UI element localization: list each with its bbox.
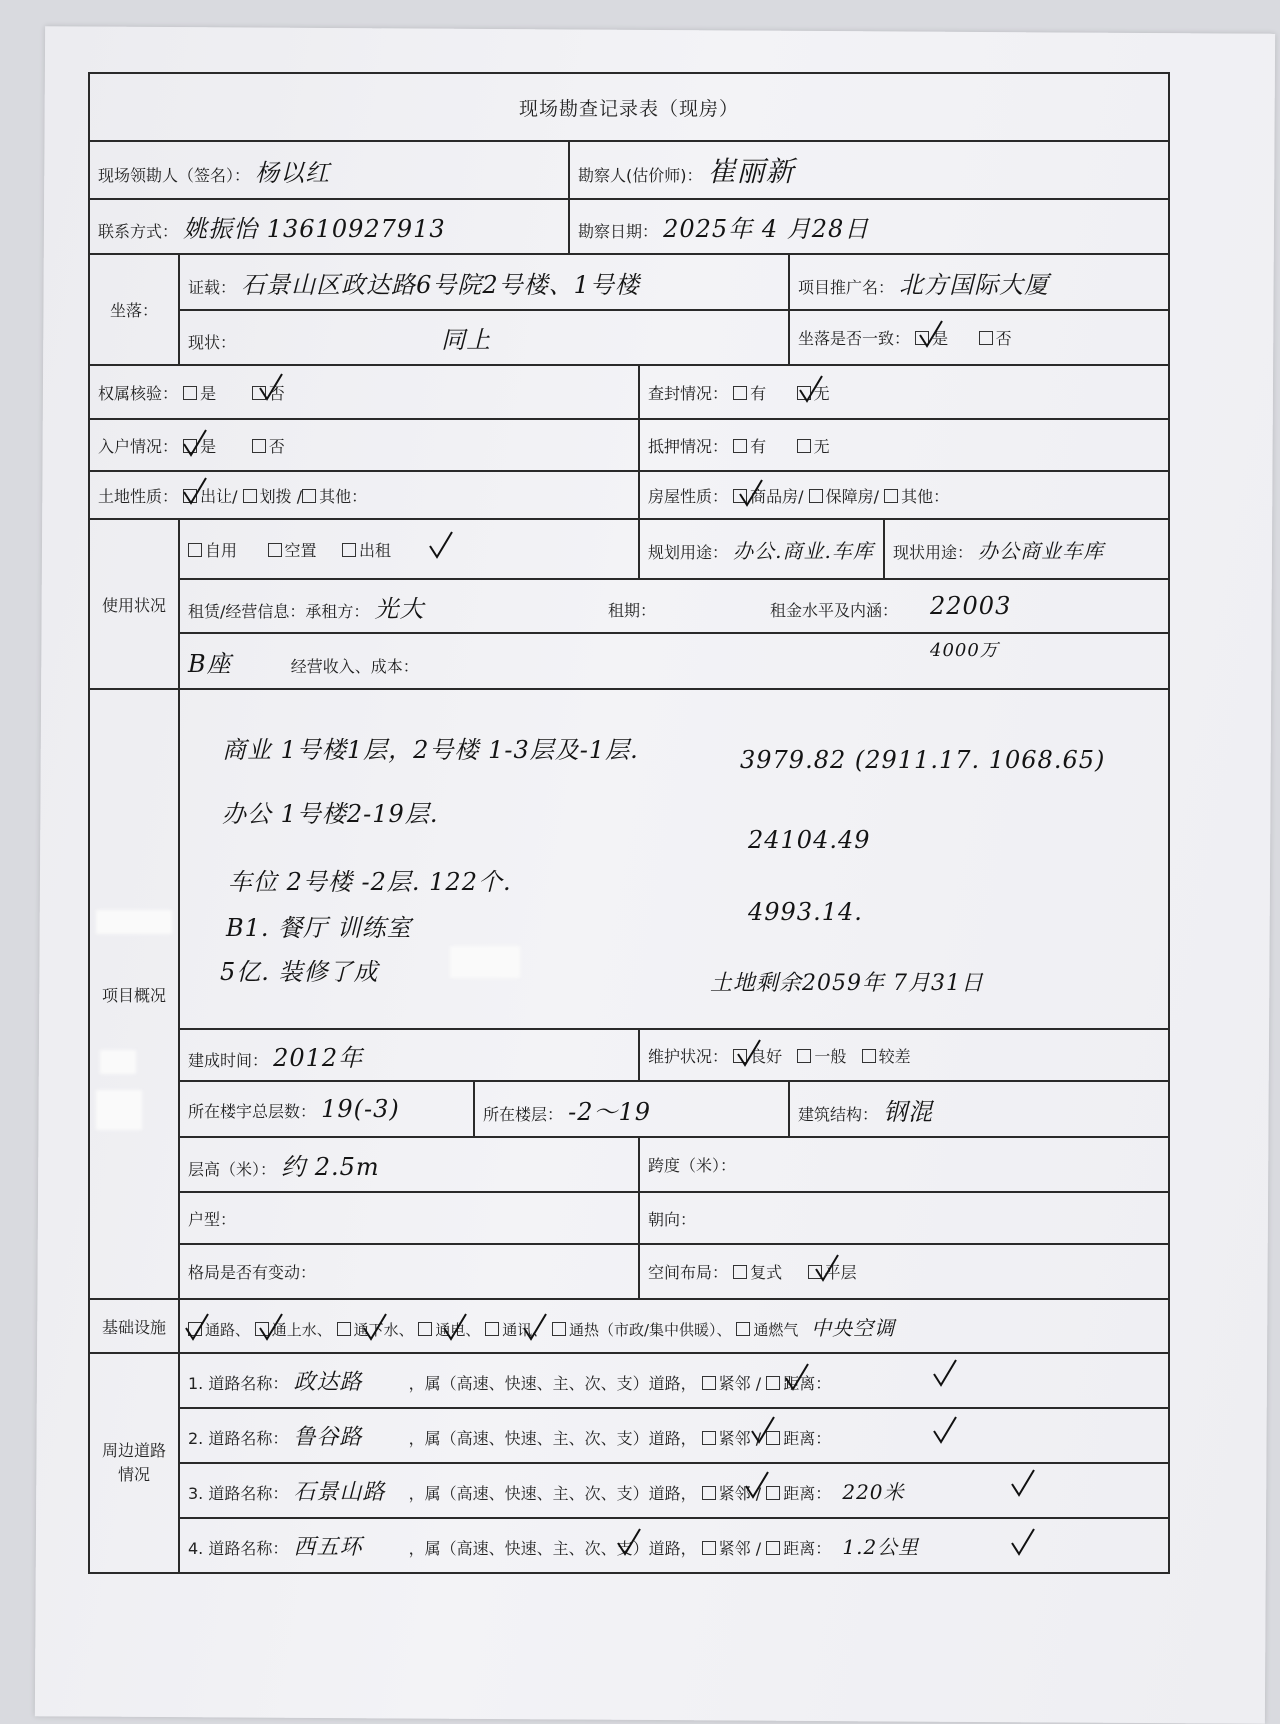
- house-option-affordable: 保障房/: [825, 486, 880, 506]
- redaction-mark: [450, 946, 520, 978]
- total-floors-value: 19(-3): [321, 1095, 400, 1123]
- survey-date-cell: [569, 199, 1169, 254]
- infrastructure-note: 中央空调: [811, 1315, 896, 1340]
- survey-date-value: 2025年 4 月28日: [663, 215, 870, 243]
- seizure-cell: [639, 365, 1169, 419]
- cert-label: 证载：: [188, 277, 237, 297]
- seizure-label: 查封情况：: [648, 383, 729, 403]
- floor-label: 所在楼层：: [483, 1104, 564, 1124]
- house-option-commercial: 商品房/: [750, 486, 804, 506]
- check-mark-icon: [1010, 1527, 1036, 1557]
- survey-form-table: [88, 72, 1170, 1574]
- road-name-value: 政达路: [293, 1370, 363, 1395]
- maintenance-average-checkbox[interactable]: [797, 1049, 811, 1063]
- land-option-other: 其他：: [319, 486, 368, 506]
- ownership-no-label: 否: [268, 383, 285, 403]
- check-mark-icon: [932, 1415, 958, 1445]
- road-distance-label: 距离：: [783, 1539, 832, 1558]
- revenue-value: 4000万: [930, 640, 999, 661]
- road-adjacent-checkbox[interactable]: [702, 1431, 716, 1445]
- house-nature-label: 房屋性质：: [648, 486, 729, 506]
- infrastructure-label: 基础设施: [89, 1299, 179, 1353]
- road-row-1: [179, 1353, 1169, 1408]
- surveyor-label: 勘察人(估价师)：: [578, 166, 703, 185]
- layout-change-label: 格局是否有变动：: [188, 1263, 317, 1282]
- span-label: 跨度（米）：: [648, 1156, 737, 1175]
- infra-option-road: 通路、: [205, 1320, 251, 1339]
- overview-area-commercial: 3979.82 (2911.17. 1068.65): [740, 746, 1106, 774]
- infra-telecom-checkbox[interactable]: [485, 1322, 499, 1336]
- road-adjacent-checkbox[interactable]: [702, 1376, 716, 1390]
- road-type-text: ，属（高速、快速、主、次、支）道路，: [408, 1539, 697, 1558]
- entry-yes-label: 是: [200, 436, 217, 456]
- space-option-duplex: 复式: [750, 1263, 783, 1282]
- unit-type-cell: [179, 1192, 639, 1244]
- overview-line-parking: 车位 2号楼 -2层. 122个.: [228, 868, 512, 896]
- land-nature-cell: [89, 471, 639, 519]
- overview-land-term: 土地剩余2059年 7月31日: [710, 971, 984, 996]
- road-adjacent-label: 紧邻 /: [718, 1539, 762, 1558]
- build-time-value: 2012年: [273, 1043, 364, 1072]
- mortgage-cell: [639, 419, 1169, 471]
- site-leader-signature: 杨以红: [255, 158, 331, 187]
- road-row-3: [179, 1463, 1169, 1518]
- orientation-label: 朝向：: [648, 1209, 697, 1229]
- road-distance-label: 距离：: [783, 1429, 832, 1448]
- consistent-no-label: 否: [995, 329, 1012, 348]
- lessee-value: 光大: [374, 594, 425, 623]
- land-option-transfer: 出让/: [200, 486, 238, 506]
- usage-status-label: 使用状况: [89, 519, 179, 689]
- land-option-allocation: 划拨: [259, 486, 292, 506]
- location-consistent-label: 坐落是否一致：: [798, 329, 911, 348]
- infrastructure-cell: [179, 1299, 1169, 1353]
- road-distance-label: 距离：: [783, 1484, 832, 1503]
- floor-value: -2～19: [568, 1097, 652, 1126]
- location-label: 坐落：: [89, 254, 179, 365]
- mortgage-none-label: 无: [813, 436, 830, 456]
- road-type-text: ，属（高速、快速、主、次、支）道路，: [408, 1374, 697, 1393]
- mortgage-label: 抵押情况：: [648, 436, 729, 456]
- roads-label-line2: 情况: [117, 1465, 150, 1484]
- infra-water-supply-checkbox[interactable]: [255, 1322, 269, 1336]
- road-name-label: 道路名称：: [208, 1374, 289, 1393]
- planned-use-value: 办公.商业.车库: [733, 538, 874, 563]
- road-num: 2.: [188, 1429, 204, 1448]
- road-name-value: 西五环: [293, 1535, 363, 1560]
- current-use-value: 办公商业车库: [978, 538, 1105, 563]
- ownership-no-checkbox[interactable]: [252, 386, 266, 400]
- land-option-separator: /: [296, 486, 303, 506]
- road-num: 1.: [188, 1374, 204, 1393]
- roads-label: [89, 1353, 179, 1573]
- lease-info-label: 租赁/经营信息：承租方：: [188, 601, 370, 621]
- entry-no-label: 否: [268, 436, 285, 456]
- infra-option-drainage: 通下水、: [353, 1320, 414, 1339]
- entry-cell: [89, 419, 639, 471]
- usage-vacant-checkbox[interactable]: [268, 543, 282, 557]
- road-distance-value: 1.2公里: [842, 1535, 920, 1559]
- current-label: 现状：: [188, 333, 237, 352]
- unit-type-label: 户型：: [188, 1209, 237, 1229]
- check-mark-icon: [1010, 1468, 1036, 1498]
- road-distance-checkbox[interactable]: [766, 1541, 780, 1555]
- current-cell: [179, 310, 789, 365]
- contact-cell: [89, 199, 569, 254]
- project-name-value: 北方国际大厦: [899, 270, 1050, 299]
- infra-power-checkbox[interactable]: [418, 1322, 432, 1336]
- consistent-yes-checkbox[interactable]: [915, 331, 929, 345]
- ownership-yes-checkbox[interactable]: [183, 386, 197, 400]
- space-layout-label: 空间布局：: [648, 1263, 729, 1282]
- entry-yes-checkbox[interactable]: [183, 439, 197, 453]
- maintenance-option-good: 良好: [750, 1046, 783, 1066]
- layout-duplex-checkbox[interactable]: [733, 1265, 747, 1279]
- maintenance-cell: [639, 1029, 1169, 1081]
- cert-cell: [179, 254, 789, 310]
- space-layout-cell: [639, 1244, 1169, 1299]
- current-use-cell: [884, 519, 1169, 579]
- usage-option-self: 自用: [205, 540, 238, 560]
- cert-value: 石景山区政达路6号院2号楼、1号楼: [241, 270, 640, 299]
- house-commercial-checkbox[interactable]: [733, 489, 747, 503]
- redaction-mark: [100, 1050, 136, 1074]
- road-distance-checkbox[interactable]: [766, 1431, 780, 1445]
- road-row-4: [179, 1518, 1169, 1573]
- seizure-none-checkbox[interactable]: [797, 386, 811, 400]
- lease-info-cell: [179, 579, 1169, 633]
- rent-value: 22003: [930, 592, 1012, 620]
- road-name-label: 道路名称：: [208, 1484, 289, 1503]
- planned-use-label: 规划用途：: [648, 542, 729, 562]
- revenue-cell: [179, 633, 1169, 689]
- usage-rent-checkbox[interactable]: [342, 543, 356, 557]
- infra-road-checkbox[interactable]: [188, 1322, 202, 1336]
- total-floors-cell: [179, 1081, 474, 1137]
- structure-value: 钢混: [883, 1097, 934, 1126]
- revenue-label: 经营收入、成本：: [290, 656, 419, 676]
- usage-options-cell: [179, 519, 639, 579]
- overview-line-b1: B1. 餐厅 训练室: [226, 914, 412, 942]
- project-overview-label: [89, 689, 179, 1299]
- ownership-cell: [89, 365, 639, 419]
- height-cell: [179, 1137, 639, 1192]
- structure-label: 建筑结构：: [798, 1104, 879, 1124]
- road-distance-checkbox[interactable]: [766, 1486, 780, 1500]
- overview-notes-cell: [179, 689, 1169, 1029]
- seizure-have-label: 有: [750, 383, 767, 403]
- infra-option-heating: 通热（市政/集中供暖）、: [568, 1320, 732, 1339]
- road-row-2: [179, 1408, 1169, 1463]
- lease-term-label: 租期：: [608, 601, 657, 620]
- maintenance-option-average: 一般: [814, 1046, 847, 1066]
- land-nature-label: 土地性质：: [98, 486, 179, 506]
- road-distance-value: 220米: [842, 1480, 905, 1504]
- maintenance-poor-checkbox[interactable]: [862, 1049, 876, 1063]
- maintenance-option-poor: 较差: [878, 1046, 911, 1066]
- usage-option-vacant: 空置: [284, 540, 317, 560]
- road-type-text: ，属（高速、快速、主、次、支）道路，: [408, 1484, 697, 1503]
- project-overview-text: 项目概况: [101, 985, 166, 1005]
- overview-area-parking: 4993.14.: [748, 898, 863, 926]
- road-name-value: 鲁谷路: [293, 1425, 363, 1450]
- overview-line-commercial: 商业 1号楼1层，2号楼 1-3层及-1层.: [222, 736, 639, 764]
- house-nature-cell: [639, 471, 1169, 519]
- overview-line-renovation: 5亿. 装修了成: [220, 958, 379, 986]
- b-note: B座: [188, 649, 232, 678]
- site-leader-cell: [89, 141, 569, 199]
- orientation-cell: [639, 1192, 1169, 1244]
- rent-label: 租金水平及内涵：: [770, 601, 899, 620]
- land-other-checkbox[interactable]: [302, 489, 316, 503]
- road-distance-checkbox[interactable]: [766, 1376, 780, 1390]
- road-type-text: ，属（高速、快速、主、次、支）道路，: [408, 1429, 697, 1448]
- planned-use-cell: [639, 519, 884, 579]
- overview-notes: [180, 690, 1168, 1028]
- floor-cell: [474, 1081, 789, 1137]
- land-allocation-checkbox[interactable]: [243, 489, 257, 503]
- mortgage-have-checkbox[interactable]: [733, 439, 747, 453]
- layout-change-cell: [179, 1244, 639, 1299]
- usage-self-checkbox[interactable]: [188, 543, 202, 557]
- house-option-other: 其他：: [901, 486, 950, 506]
- road-adjacent-label: 紧邻 /: [718, 1484, 762, 1503]
- project-name-cell: [789, 254, 1169, 310]
- ownership-yes-label: 是: [200, 383, 217, 403]
- span-cell: [639, 1137, 1169, 1192]
- surveyor-signature: 崔丽新: [707, 155, 795, 188]
- road-adjacent-label: 紧邻 /: [718, 1374, 762, 1393]
- road-adjacent-checkbox[interactable]: [702, 1541, 716, 1555]
- total-floors-label: 所在楼宇总层数：: [188, 1102, 317, 1121]
- survey-date-label: 勘察日期：: [578, 222, 659, 241]
- usage-option-rent: 出租: [358, 540, 391, 560]
- infra-option-telecom: 通讯、: [502, 1320, 548, 1339]
- road-distance-label: 距离：: [783, 1374, 832, 1393]
- build-time-label: 建成时间：: [188, 1050, 269, 1070]
- check-mark-icon: [932, 1358, 958, 1388]
- form-title: 现场勘查记录表（现房）: [89, 73, 1169, 141]
- road-num: 4.: [188, 1539, 204, 1558]
- entry-label: 入户情况：: [98, 436, 179, 456]
- layout-flat-checkbox[interactable]: [808, 1265, 822, 1279]
- height-label: 层高（米）：: [188, 1160, 277, 1179]
- roads-label-line1: 周边道路: [101, 1441, 166, 1460]
- space-option-flat: 平层: [824, 1263, 857, 1282]
- infra-option-power: 通电、: [435, 1320, 481, 1339]
- maintenance-good-checkbox[interactable]: [733, 1049, 747, 1063]
- road-name-label: 道路名称：: [208, 1429, 289, 1448]
- redaction-mark: [96, 1090, 142, 1130]
- contact-value: 姚振怡 13610927913: [183, 215, 446, 243]
- road-adjacent-label: 紧邻 /: [718, 1429, 762, 1448]
- infra-drainage-checkbox[interactable]: [337, 1322, 351, 1336]
- mortgage-none-checkbox[interactable]: [797, 439, 811, 453]
- house-affordable-checkbox[interactable]: [809, 489, 823, 503]
- road-name-value: 石景山路: [293, 1480, 386, 1505]
- land-transfer-checkbox[interactable]: [183, 489, 197, 503]
- site-leader-label: 现场领勘人（签名）：: [98, 165, 251, 185]
- consistent-no-checkbox[interactable]: [979, 331, 993, 345]
- infra-heating-checkbox[interactable]: [552, 1322, 566, 1336]
- road-num: 3.: [188, 1484, 204, 1503]
- house-other-checkbox[interactable]: [884, 489, 898, 503]
- structure-cell: [789, 1081, 1169, 1137]
- redaction-mark: [96, 910, 172, 934]
- road-adjacent-checkbox[interactable]: [702, 1486, 716, 1500]
- seizure-none-label: 无: [813, 383, 830, 403]
- current-value: 同上: [441, 326, 492, 354]
- infra-option-water-supply: 通上水、: [271, 1320, 332, 1339]
- road-name-label: 道路名称：: [208, 1539, 289, 1558]
- height-value: 约 2.5m: [281, 1153, 380, 1181]
- surveyor-cell: [569, 141, 1169, 199]
- overview-area-office: 24104.49: [748, 826, 871, 854]
- maintenance-label: 维护状况：: [648, 1046, 729, 1066]
- project-name-label: 项目推广名：: [798, 277, 895, 297]
- current-use-label: 现状用途：: [893, 542, 974, 562]
- seizure-have-checkbox[interactable]: [733, 386, 747, 400]
- mortgage-have-label: 有: [750, 436, 767, 456]
- infra-option-gas: 通燃气: [753, 1320, 799, 1339]
- check-mark-icon: [428, 530, 454, 560]
- overview-line-office: 办公 1号楼2-19层.: [222, 800, 439, 828]
- contact-label: 联系方式：: [98, 222, 179, 241]
- build-time-cell: [179, 1029, 639, 1081]
- location-consistent-cell: [789, 310, 1169, 365]
- entry-no-checkbox[interactable]: [252, 439, 266, 453]
- consistent-yes-label: 是: [932, 329, 949, 348]
- infra-gas-checkbox[interactable]: [736, 1322, 750, 1336]
- ownership-label: 权属核验：: [98, 383, 179, 403]
